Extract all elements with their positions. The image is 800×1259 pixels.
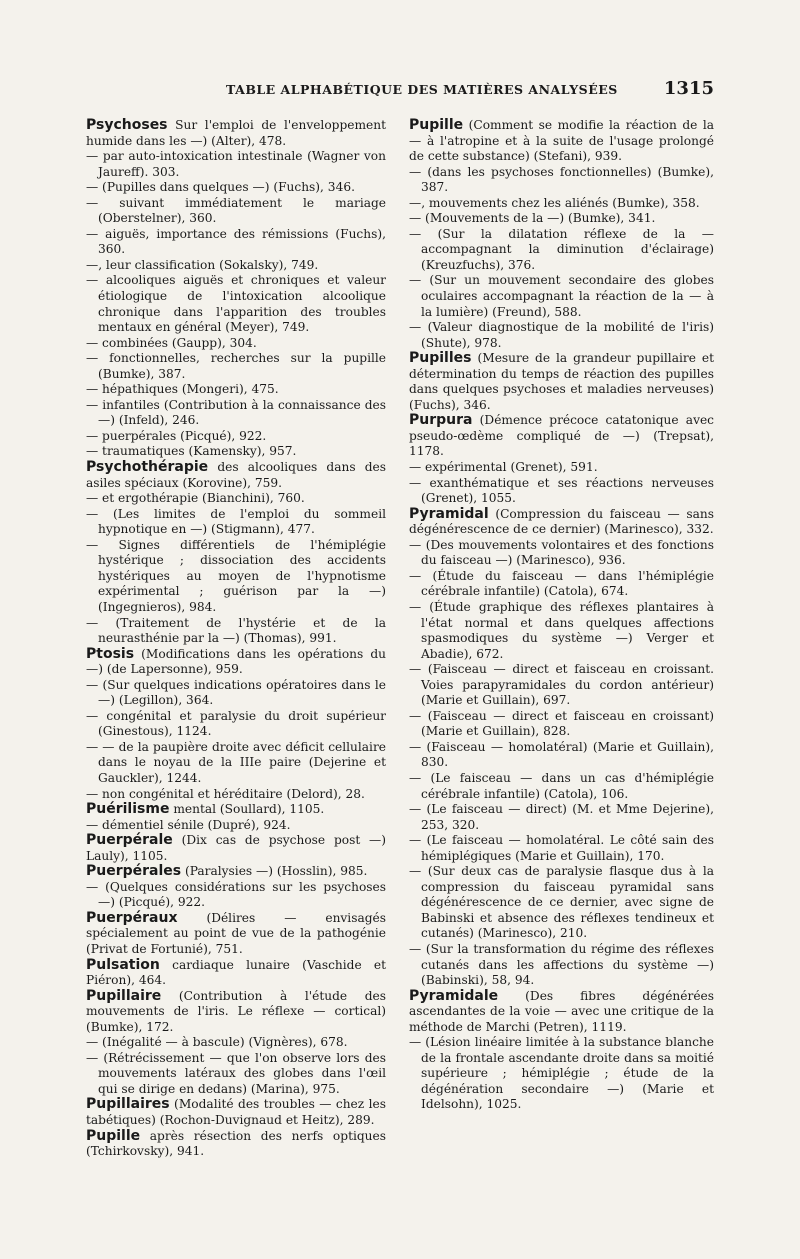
index-entry [409,507,714,538]
index-subentry [409,740,714,771]
entry-text: — (Faisceau — direct et faisceau en croissant. Voies parapyramidales du cordon antérieur) (Marie et Guillain), 697. [409,662,714,708]
index-subentry [409,1035,714,1113]
index-term: Pupilles [409,350,472,367]
entry-text: —, leur classification (Sokalsky), 749. [86,257,319,272]
entry-text: — (Sur la dilatation réflexe de la — accompagnant la diminution d'éclairage) (Kreuzfuchs), 376. [409,226,714,272]
entry-text: — (Sur la transformation du régime des réflexes cutanés dans les affections du système —) (Babinski), 58, 94. [409,941,714,988]
index-subentry [409,771,714,802]
index-term: Puérilisme [86,801,170,818]
index-subentry [409,942,714,989]
index-subentry [409,196,714,212]
index-entry [86,1129,386,1160]
index-subentry [409,227,714,274]
right-column [409,118,714,1113]
entry-text: — infantiles (Contribution à la connaissance des —) (Infeld), 246. [86,397,386,428]
entry-text: — exanthématique et ses réactions nerveuses (Grenet), 1055. [409,475,714,506]
index-entry [86,118,386,149]
index-term: Pyramidale [409,987,499,1004]
entry-text: — combinées (Gaupp), 304. [86,335,257,350]
index-term: Puerpéraux [86,909,178,926]
entry-text: cardiaque lunaire (Vaschide et Piéron), 464. [86,957,386,988]
entry-text: (Compression du faisceau — sans dégénérescence de ce dernier) (Marinesco), 332. [409,506,714,537]
index-subentry [86,818,386,834]
entry-text: (Des fibres dégénérées ascendantes de la voie — avec une critique de la méthode de Marchi (Petren), 1119. [409,988,714,1034]
entry-text: — (dans les psychoses fonctionnelles) (Bumke), 387. [409,164,714,195]
index-subentry [86,538,386,616]
index-subentry [86,429,386,445]
index-entry [409,413,714,460]
index-subentry [86,149,386,180]
entry-text: — (Quelques considérations sur les psychoses —) (Picqué), 922. [86,879,386,910]
index-subentry [409,802,714,833]
entry-text: —, mouvements chez les aliénés (Bumke), 358. [409,195,700,210]
index-subentry [86,678,386,709]
index-subentry [409,320,714,351]
index-subentry [409,600,714,662]
index-subentry [86,227,386,258]
entry-text: — aiguës, importance des rémissions (Fuchs), 360. [86,226,386,257]
entry-text: — — de la paupière droite avec déficit cellulaire dans le noyau de la IIIe paire (Dejerine et Gauckler), 1244. [86,739,386,785]
entry-text: — suivant immédiatement le mariage (Oberstelner), 360. [86,195,386,226]
entry-text: — (Le faisceau — direct) (M. et Mme Dejerine), 253, 320. [409,802,714,832]
index-subentry [86,444,386,460]
index-term: Pupillaires [86,1096,170,1113]
entry-text: — alcooliques aiguës et chroniques et valeur étiologique de l'intoxication alcoolique chronique dans l'apparition des troubles mentaux en général (Meyer), 749. [86,273,386,335]
index-entry [86,460,386,491]
entry-text: — (Étude du faisceau — dans l'hémiplégie cérébrale infantile) (Catola), 674. [409,568,714,599]
page-header [86,78,714,100]
entry-text: après résection des nerfs optiques (Tchirkovsky), 941. [86,1128,386,1159]
index-entry [409,351,714,413]
index-subentry [86,616,386,647]
entry-text: — (Faisceau — homolatéral) (Marie et Guillain), 830. [409,739,714,770]
index-term: Pyramidal [409,505,489,522]
entry-text: (Contribution à l'étude des mouvements de l'iris. Le réflexe — cortical) (Bumke), 172. [86,988,386,1034]
index-entry [86,647,386,678]
index-subentry [409,460,714,476]
index-subentry [86,491,386,507]
entry-text: (Modifications dans les opérations du —) (de Lapersonne), 959. [86,646,386,677]
entry-text: — (Les limites de l'emploi du sommeil hypnotique en —) (Stigmann), 477. [86,506,386,537]
entry-text: Sur l'emploi de l'enveloppement humide dans les —) (Alter), 478. [86,118,386,148]
index-subentry [86,382,386,398]
index-term: Puerpérales [86,863,182,880]
index-entry [86,1097,386,1128]
index-subentry [409,273,714,320]
entry-text: (Mesure de la grandeur pupillaire et détermination du temps de réaction des pupilles dans quelques psychoses et maladies nerveuses) (Fuchs), 346. [409,351,714,412]
index-subentry [86,1035,386,1051]
index-term: Purpura [409,412,473,429]
index-subentry [409,538,714,569]
index-entry [86,911,386,958]
entry-text: — (Des mouvements volontaires et des fonctions du faisceau —) (Marinesco), 936. [409,537,714,568]
entry-text: — (Pupilles dans quelques —) (Fuchs), 346. [86,180,355,195]
index-subentry [86,180,386,196]
index-subentry [409,864,714,942]
entry-text: — et ergothérapie (Bianchini), 760. [86,491,305,506]
entry-text: (Dix cas de psychose post —) Lauly), 1105. [86,833,386,863]
index-entry [86,864,386,880]
index-subentry [86,258,386,274]
index-term: Pulsation [86,956,160,973]
index-term: Psychoses [86,117,168,133]
index-entry [86,989,386,1036]
entry-text: — (Étude graphique des réflexes plantaires à l'état normal et dans quelques affections spasmodiques du système —) Verger et Abadie), 672. [409,599,714,661]
entry-text: — non congénital et héréditaire (Delord), 28. [86,786,365,801]
entry-text: (Comment se modifie la réaction de la — à l'atropine et à la suite de l'usage prolongé de cette substance) (Stefani), 939. [409,118,714,164]
entry-text: — (Le faisceau — homolatéral. Le côté sain des hémiplégiques (Marie et Guillain), 170. [409,833,714,863]
index-subentry [86,273,386,335]
entry-text: — (Sur quelques indications opératoires dans le —) (Legillon), 364. [86,677,386,708]
entry-text: des alcooliques dans des asiles spéciaux (Korovine), 759. [86,460,386,490]
entry-text: — (Faisceau — direct et faisceau en croissant) (Marie et Guillain), 828. [409,708,714,739]
index-subentry [86,709,386,740]
index-subentry [86,398,386,429]
index-entry [409,118,714,165]
left-column [86,118,386,1160]
entry-text: — (Rétrécissement — que l'on observe lors des mouvements latéraux des globes dans l'œil qui se dirige en dedans) (Marina), 975. [86,1050,386,1096]
entry-text: — (Mouvements de la —) (Bumke), 341. [409,211,656,226]
index-subentry [86,196,386,227]
entry-text: — (Le faisceau — dans un cas d'hémiplégie cérébrale infantile) (Catola), 106. [409,770,714,801]
index-subentry [409,662,714,709]
entry-text: (Délires — envisagés spécialement au point de vue de la pathogénie (Privat de Fortunié), 751. [86,910,386,956]
index-subentry [409,833,714,864]
index-entry [409,989,714,1036]
index-subentry [409,709,714,740]
entry-text: — traumatiques (Kamensky), 957. [86,444,297,459]
entry-text: — congénital et paralysie du droit supérieur (Ginestous), 1124. [86,708,386,739]
index-term: Psychothérapie [86,459,209,476]
page-number: 1315 [663,78,714,99]
index-term: Pupillaire [86,987,162,1004]
index-subentry [86,507,386,538]
entry-text: (Modalité des troubles — chez les tabétiques) (Rochon-Duvignaud et Heitz), 289. [86,1097,386,1127]
entry-text: — par auto-intoxication intestinale (Wagner von Jaureff). 303. [86,149,386,179]
index-term: Ptosis [86,645,135,662]
index-entry [86,833,386,864]
index-subentry [409,569,714,600]
entry-text: — (Traitement de l'hystérie et de la neurasthénie par la —) (Thomas), 991. [86,615,386,646]
entry-text: (Démence précoce catatonique avec pseudo-œdème compliqué de —) (Trepsat), 1178. [409,413,714,459]
entry-text: — expérimental (Grenet), 591. [409,460,598,475]
index-term: Puerpérale [86,832,173,849]
index-subentry [86,351,386,382]
running-title: TABLE ALPHABÉTIQUE DES MATIÈRES ANALYSÉES [226,82,618,97]
index-term: Pupille [409,117,464,133]
entry-text: — fonctionnelles, recherches sur la pupille (Bumke), 387. [86,351,386,381]
index-subentry [86,1051,386,1098]
index-entry [86,802,386,818]
entry-text: — hépathiques (Mongeri), 475. [86,382,279,397]
entry-text: — (Sur deux cas de paralysie flasque dus à la compression du faisceau pyramidal sans dégénérescence de ce dernier, avec signe de Babinski et absence des réflexes tendineux et cutanés) (Marinesco), 210. [409,864,714,941]
entry-text: (Paralysies —) (Hosslin), 985. [181,864,368,879]
index-subentry [409,165,714,196]
index-entry [86,958,386,989]
entry-text: — (Lésion linéaire limitée à la substance blanche de la frontale ascendante droite dans sa moitié supérieure ; hémiplégie ; étude de la dégénération secondaire —) (Marie et Idelsohn), 1025. [409,1035,714,1112]
entry-text: — puerpérales (Picqué), 922. [86,428,267,443]
entry-text: mental (Soullard), 1105. [169,802,325,817]
index-subentry [409,476,714,507]
entry-text: — (Inégalité — à bascule) (Vignères), 678. [86,1035,348,1050]
entry-text: — (Sur un mouvement secondaire des globes oculaires accompagnant la réaction de la — à la lumière) (Freund), 588. [409,273,714,319]
index-subentry [86,787,386,803]
index-term: Pupille [86,1127,141,1144]
index-subentry [409,211,714,227]
index-subentry [86,880,386,911]
entry-text: — (Valeur diagnostique de la mobilité de l'iris) (Shute), 978. [409,320,714,350]
entry-text: — démentiel sénile (Dupré), 924. [86,817,291,832]
index-subentry [86,336,386,352]
index-subentry [86,740,386,787]
entry-text: — Signes différentiels de l'hémiplégie hystérique ; dissociation des accidents hystériques au moyen de l'hypnotisme expérimental ; guérison par la —) (Ingegnieros), 984. [86,537,386,614]
